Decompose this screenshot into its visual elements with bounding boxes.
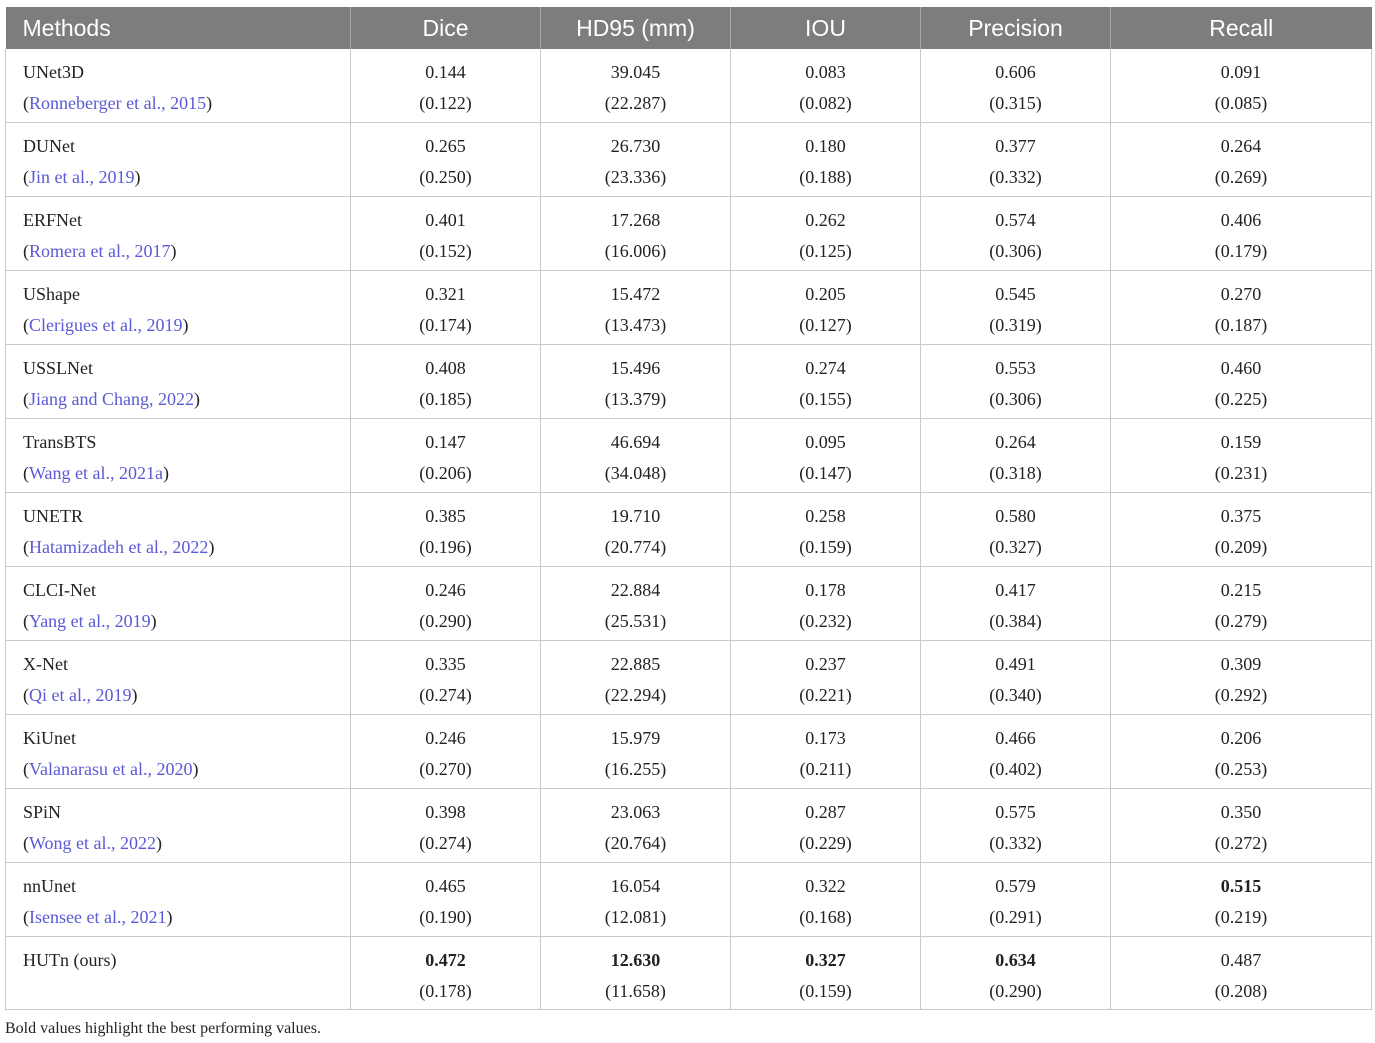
metric-mean: 0.487 [1220, 950, 1262, 970]
metric-cell [541, 49, 731, 123]
metric-cell [731, 641, 921, 715]
metric-std: (0.219) [1214, 907, 1268, 927]
metric-std: (11.658) [605, 981, 666, 1001]
metric-cell [921, 715, 1111, 789]
metric-std: (0.188) [799, 167, 852, 187]
method-citation-line: (Wong et al., 2022) [23, 833, 163, 853]
method-citation-line: (Valanarasu et al., 2020) [23, 759, 199, 779]
metric-cell [921, 345, 1111, 419]
method-name: DUNet [23, 136, 75, 156]
metric-cell [1111, 345, 1372, 419]
metric-std: (12.081) [604, 907, 667, 927]
metric-mean: 0.579 [995, 876, 1036, 896]
metric-cell [351, 641, 541, 715]
method-citation-line: (Jin et al., 2019) [23, 167, 141, 187]
metric-cell [541, 419, 731, 493]
metric-mean: 23.063 [610, 802, 661, 822]
metric-mean: 15.496 [610, 358, 661, 378]
metric-cell [541, 271, 731, 345]
metric-mean: 0.553 [995, 358, 1036, 378]
citation-link[interactable]: Romera et al., 2017 [29, 241, 171, 261]
citation-link[interactable]: Wong et al., 2022 [29, 833, 157, 853]
method-cell [6, 937, 351, 1010]
metric-mean: 0.406 [1220, 210, 1262, 230]
metric-std: (22.294) [604, 685, 667, 705]
metric-mean: 0.246 [425, 728, 466, 748]
metric-std: (0.332) [989, 833, 1042, 853]
metric-mean: 0.350 [1220, 802, 1262, 822]
metric-std: (0.231) [1214, 463, 1268, 483]
metric-cell [1111, 123, 1372, 197]
metric-cell [1111, 567, 1372, 641]
metric-mean: 0.575 [995, 802, 1036, 822]
metric-cell [731, 419, 921, 493]
metric-mean: 0.580 [995, 506, 1036, 526]
method-citation-line: (Wang et al., 2021a) [23, 463, 170, 483]
metric-mean: 22.885 [610, 654, 661, 674]
metric-std: (0.174) [419, 315, 472, 335]
metric-mean: 0.178 [805, 580, 846, 600]
metric-std: (0.159) [799, 981, 852, 1001]
metric-std: (0.292) [1214, 685, 1268, 705]
method-citation-line: (Yang et al., 2019) [23, 611, 157, 631]
metric-mean: 0.287 [805, 802, 846, 822]
metric-mean: 0.206 [1220, 728, 1262, 748]
metric-cell [351, 197, 541, 271]
method-name: UNet3D [23, 62, 84, 82]
metric-mean: 0.180 [805, 136, 846, 156]
method-name: KiUnet [23, 728, 76, 748]
metric-mean: 0.491 [995, 654, 1036, 674]
header-methods: Methods [6, 7, 351, 49]
metric-mean: 0.472 [425, 950, 466, 970]
metric-cell [541, 493, 731, 567]
metric-std: (16.006) [604, 241, 667, 261]
metric-std: (0.179) [1214, 241, 1268, 261]
metric-mean: 0.327 [805, 950, 846, 970]
metric-std: (0.208) [1214, 981, 1268, 1001]
citation-link[interactable]: Isensee et al., 2021 [29, 907, 167, 927]
method-citation-line: (Hatamizadeh et al., 2022) [23, 537, 215, 557]
metric-std: (0.327) [989, 537, 1042, 557]
metric-mean: 0.274 [805, 358, 846, 378]
metric-std: (0.196) [419, 537, 472, 557]
table-row [6, 419, 1372, 493]
table-row [6, 271, 1372, 345]
metric-mean: 0.246 [425, 580, 466, 600]
method-cell [6, 49, 351, 123]
method-name: SPiN [23, 802, 62, 822]
metric-std: (0.332) [989, 167, 1042, 187]
method-cell [6, 271, 351, 345]
table-footnote: Bold values highlight the best performing values. [5, 1020, 321, 1037]
citation-link[interactable]: Jiang and Chang, 2022 [29, 389, 194, 409]
metric-mean: 0.091 [1220, 62, 1262, 82]
method-name: CLCI-Net [23, 580, 96, 600]
metric-std: (0.290) [419, 611, 472, 631]
metric-cell [921, 789, 1111, 863]
metric-mean: 26.730 [610, 136, 661, 156]
method-name: UShape [23, 284, 80, 304]
metric-cell [1111, 937, 1372, 1010]
metric-mean: 0.264 [995, 432, 1036, 452]
metric-std: (0.291) [989, 907, 1042, 927]
metric-cell [731, 789, 921, 863]
metric-std: (0.340) [989, 685, 1042, 705]
metric-mean: 0.144 [425, 62, 466, 82]
metric-mean: 46.694 [610, 432, 661, 452]
metric-std: (0.159) [799, 537, 852, 557]
metric-cell [351, 937, 541, 1010]
method-cell [6, 641, 351, 715]
metric-std: (0.306) [989, 389, 1042, 409]
metric-mean: 0.466 [995, 728, 1036, 748]
metric-std: (0.272) [1214, 833, 1268, 853]
metric-cell [351, 49, 541, 123]
method-name: nnUnet [23, 876, 76, 896]
metric-mean: 0.398 [425, 802, 466, 822]
metric-std: (13.379) [604, 389, 667, 409]
metric-std: (34.048) [604, 463, 667, 483]
method-citation-line: (Isensee et al., 2021) [23, 907, 173, 927]
method-citation-line: (Ronneberger et al., 2015) [23, 93, 213, 113]
table-row [6, 715, 1372, 789]
metric-cell [731, 567, 921, 641]
metric-mean: 0.237 [805, 654, 846, 674]
metric-mean: 0.515 [1220, 876, 1262, 896]
metric-mean: 0.606 [995, 62, 1036, 82]
metric-std: (0.270) [419, 759, 472, 779]
citation-link[interactable]: Qi et al., 2019 [29, 685, 132, 705]
results-table [5, 7, 1372, 1010]
metric-cell [731, 49, 921, 123]
metric-std: (0.147) [799, 463, 852, 483]
metric-cell [541, 937, 731, 1010]
table-row [6, 493, 1372, 567]
metric-cell [1111, 49, 1372, 123]
metric-std: (0.206) [419, 463, 472, 483]
metric-std: (0.168) [799, 907, 852, 927]
metric-cell [541, 641, 731, 715]
metric-cell [921, 493, 1111, 567]
metric-std: (22.287) [604, 93, 667, 113]
metric-std: (0.274) [419, 685, 472, 705]
metric-std: (16.255) [604, 759, 667, 779]
metric-std: (0.190) [419, 907, 472, 927]
method-citation-line: (Romera et al., 2017) [23, 241, 177, 261]
metric-cell [541, 197, 731, 271]
method-name: X-Net [23, 654, 68, 674]
metric-std: (0.211) [799, 759, 852, 779]
metric-cell [731, 197, 921, 271]
metric-cell [351, 789, 541, 863]
metric-cell [921, 271, 1111, 345]
metric-std: (13.473) [604, 315, 667, 335]
metric-std: (0.178) [419, 981, 472, 1001]
table-row [6, 567, 1372, 641]
header-recall: Recall [1111, 7, 1372, 49]
metric-mean: 12.630 [610, 950, 661, 970]
header-iou: IOU [731, 7, 921, 49]
metric-cell [351, 567, 541, 641]
metric-cell [351, 419, 541, 493]
table-row [6, 789, 1372, 863]
method-cell [6, 419, 351, 493]
metric-mean: 0.173 [805, 728, 846, 748]
metric-std: (0.315) [989, 93, 1042, 113]
metric-std: (0.122) [419, 93, 472, 113]
method-cell [6, 863, 351, 937]
metric-cell [541, 789, 731, 863]
metric-mean: 0.083 [805, 62, 846, 82]
table-row [6, 197, 1372, 271]
metric-cell [351, 715, 541, 789]
metric-mean: 0.262 [805, 210, 846, 230]
metric-mean: 0.401 [425, 210, 466, 230]
metric-std: (0.225) [1214, 389, 1268, 409]
method-name: HUTn (ours) [23, 950, 117, 970]
metric-mean: 0.465 [425, 876, 466, 896]
metric-std: (0.127) [799, 315, 852, 335]
metric-cell [731, 863, 921, 937]
method-cell [6, 123, 351, 197]
table-row [6, 937, 1372, 1010]
metric-cell [541, 567, 731, 641]
metric-mean: 16.054 [610, 876, 661, 896]
method-citation-line: (Jiang and Chang, 2022) [23, 389, 200, 409]
metric-cell [1111, 419, 1372, 493]
metric-std: (0.306) [989, 241, 1042, 261]
citation-link[interactable]: Jin et al., 2019 [29, 167, 135, 187]
metric-std: (25.531) [604, 611, 667, 631]
header-dice: Dice [351, 7, 541, 49]
metric-cell [541, 123, 731, 197]
metric-cell [541, 715, 731, 789]
metric-mean: 0.321 [425, 284, 466, 304]
metric-std: (0.232) [799, 611, 852, 631]
metric-std: (0.125) [799, 241, 852, 261]
metric-cell [921, 123, 1111, 197]
metric-cell [1111, 197, 1372, 271]
metric-cell [921, 419, 1111, 493]
metric-mean: 15.979 [610, 728, 661, 748]
metric-cell [1111, 271, 1372, 345]
metric-std: (0.152) [419, 241, 472, 261]
metric-mean: 0.264 [1220, 136, 1262, 156]
metric-cell [921, 197, 1111, 271]
metric-std: (0.290) [989, 981, 1042, 1001]
method-name: ERFNet [23, 210, 83, 230]
metric-mean: 0.265 [425, 136, 466, 156]
method-name: USSLNet [23, 358, 94, 378]
metric-mean: 0.215 [1220, 580, 1262, 600]
metric-mean: 17.268 [610, 210, 661, 230]
method-cell [6, 493, 351, 567]
metric-cell [351, 493, 541, 567]
metric-cell [921, 937, 1111, 1010]
method-cell [6, 715, 351, 789]
metric-mean: 19.710 [610, 506, 661, 526]
metric-cell [921, 863, 1111, 937]
metric-cell [351, 271, 541, 345]
metric-std: (0.253) [1214, 759, 1268, 779]
table-row [6, 123, 1372, 197]
metric-mean: 0.205 [805, 284, 846, 304]
metric-mean: 0.258 [805, 506, 846, 526]
table-row [6, 345, 1372, 419]
metric-std: (23.336) [604, 167, 667, 187]
metric-mean: 0.147 [425, 432, 466, 452]
metric-cell [731, 715, 921, 789]
metric-mean: 0.322 [805, 876, 846, 896]
table-row [6, 863, 1372, 937]
metric-std: (20.774) [604, 537, 667, 557]
metric-mean: 0.574 [995, 210, 1036, 230]
metric-mean: 0.377 [995, 136, 1036, 156]
metric-std: (0.221) [799, 685, 852, 705]
method-cell [6, 567, 351, 641]
method-name: UNETR [23, 506, 83, 526]
metric-mean: 0.460 [1220, 358, 1262, 378]
metric-mean: 0.375 [1220, 506, 1262, 526]
metric-cell [731, 937, 921, 1010]
header-row [6, 7, 1372, 49]
metric-mean: 0.408 [425, 358, 466, 378]
metric-cell [541, 863, 731, 937]
metric-mean: 0.270 [1220, 284, 1262, 304]
metric-std: (20.764) [604, 833, 667, 853]
metric-cell [921, 641, 1111, 715]
table-row [6, 641, 1372, 715]
metric-std: (0.185) [419, 389, 472, 409]
citation-link[interactable]: Ronneberger et al., 2015 [29, 93, 207, 113]
metric-cell [351, 345, 541, 419]
metric-std: (0.187) [1214, 315, 1268, 335]
metric-mean: 39.045 [610, 62, 661, 82]
method-citation-line: (Clerigues et al., 2019) [23, 315, 189, 335]
header-hd95: HD95 (mm) [541, 7, 731, 49]
metric-mean: 0.385 [425, 506, 466, 526]
header-precision: Precision [921, 7, 1111, 49]
table-body [6, 49, 1372, 1010]
metric-std: (0.318) [989, 463, 1042, 483]
table-header [6, 7, 1372, 49]
metric-mean: 0.335 [425, 654, 466, 674]
metric-std: (0.082) [799, 93, 852, 113]
metric-mean: 0.545 [995, 284, 1036, 304]
metric-mean: 0.095 [805, 432, 846, 452]
metric-cell [731, 345, 921, 419]
metric-cell [731, 271, 921, 345]
metric-cell [1111, 493, 1372, 567]
metric-mean: 0.417 [995, 580, 1036, 600]
metric-mean: 0.634 [995, 950, 1036, 970]
method-cell [6, 345, 351, 419]
metric-std: (0.155) [799, 389, 852, 409]
metric-mean: 0.309 [1220, 654, 1262, 674]
metric-std: (0.319) [989, 315, 1042, 335]
metric-cell [351, 863, 541, 937]
method-citation-line: (Qi et al., 2019) [23, 685, 138, 705]
metric-mean: 22.884 [610, 580, 661, 600]
citation-link[interactable]: Yang et al., 2019 [29, 611, 151, 631]
metric-cell [1111, 863, 1372, 937]
citation-link[interactable]: Valanarasu et al., 2020 [29, 759, 193, 779]
citation-link[interactable]: Wang et al., 2021a [29, 463, 164, 483]
citation-link[interactable]: Hatamizadeh et al., 2022 [29, 537, 209, 557]
metric-mean: 0.159 [1220, 432, 1262, 452]
method-name: TransBTS [23, 432, 97, 452]
metric-mean: 15.472 [610, 284, 661, 304]
citation-link[interactable]: Clerigues et al., 2019 [29, 315, 183, 335]
method-cell [6, 789, 351, 863]
metric-std: (0.085) [1214, 93, 1268, 113]
metric-cell [351, 123, 541, 197]
metric-cell [1111, 789, 1372, 863]
metric-std: (0.384) [989, 611, 1042, 631]
metric-cell [921, 567, 1111, 641]
metric-cell [1111, 641, 1372, 715]
results-table-container [5, 7, 1371, 1010]
metric-std: (0.402) [989, 759, 1042, 779]
metric-cell [731, 123, 921, 197]
metric-std: (0.274) [419, 833, 472, 853]
table-row [6, 49, 1372, 123]
metric-cell [1111, 715, 1372, 789]
metric-std: (0.250) [419, 167, 472, 187]
metric-cell [921, 49, 1111, 123]
method-cell [6, 197, 351, 271]
metric-std: (0.269) [1214, 167, 1268, 187]
metric-cell [731, 493, 921, 567]
metric-std: (0.279) [1214, 611, 1268, 631]
metric-cell [541, 345, 731, 419]
metric-std: (0.209) [1214, 537, 1268, 557]
metric-std: (0.229) [799, 833, 852, 853]
